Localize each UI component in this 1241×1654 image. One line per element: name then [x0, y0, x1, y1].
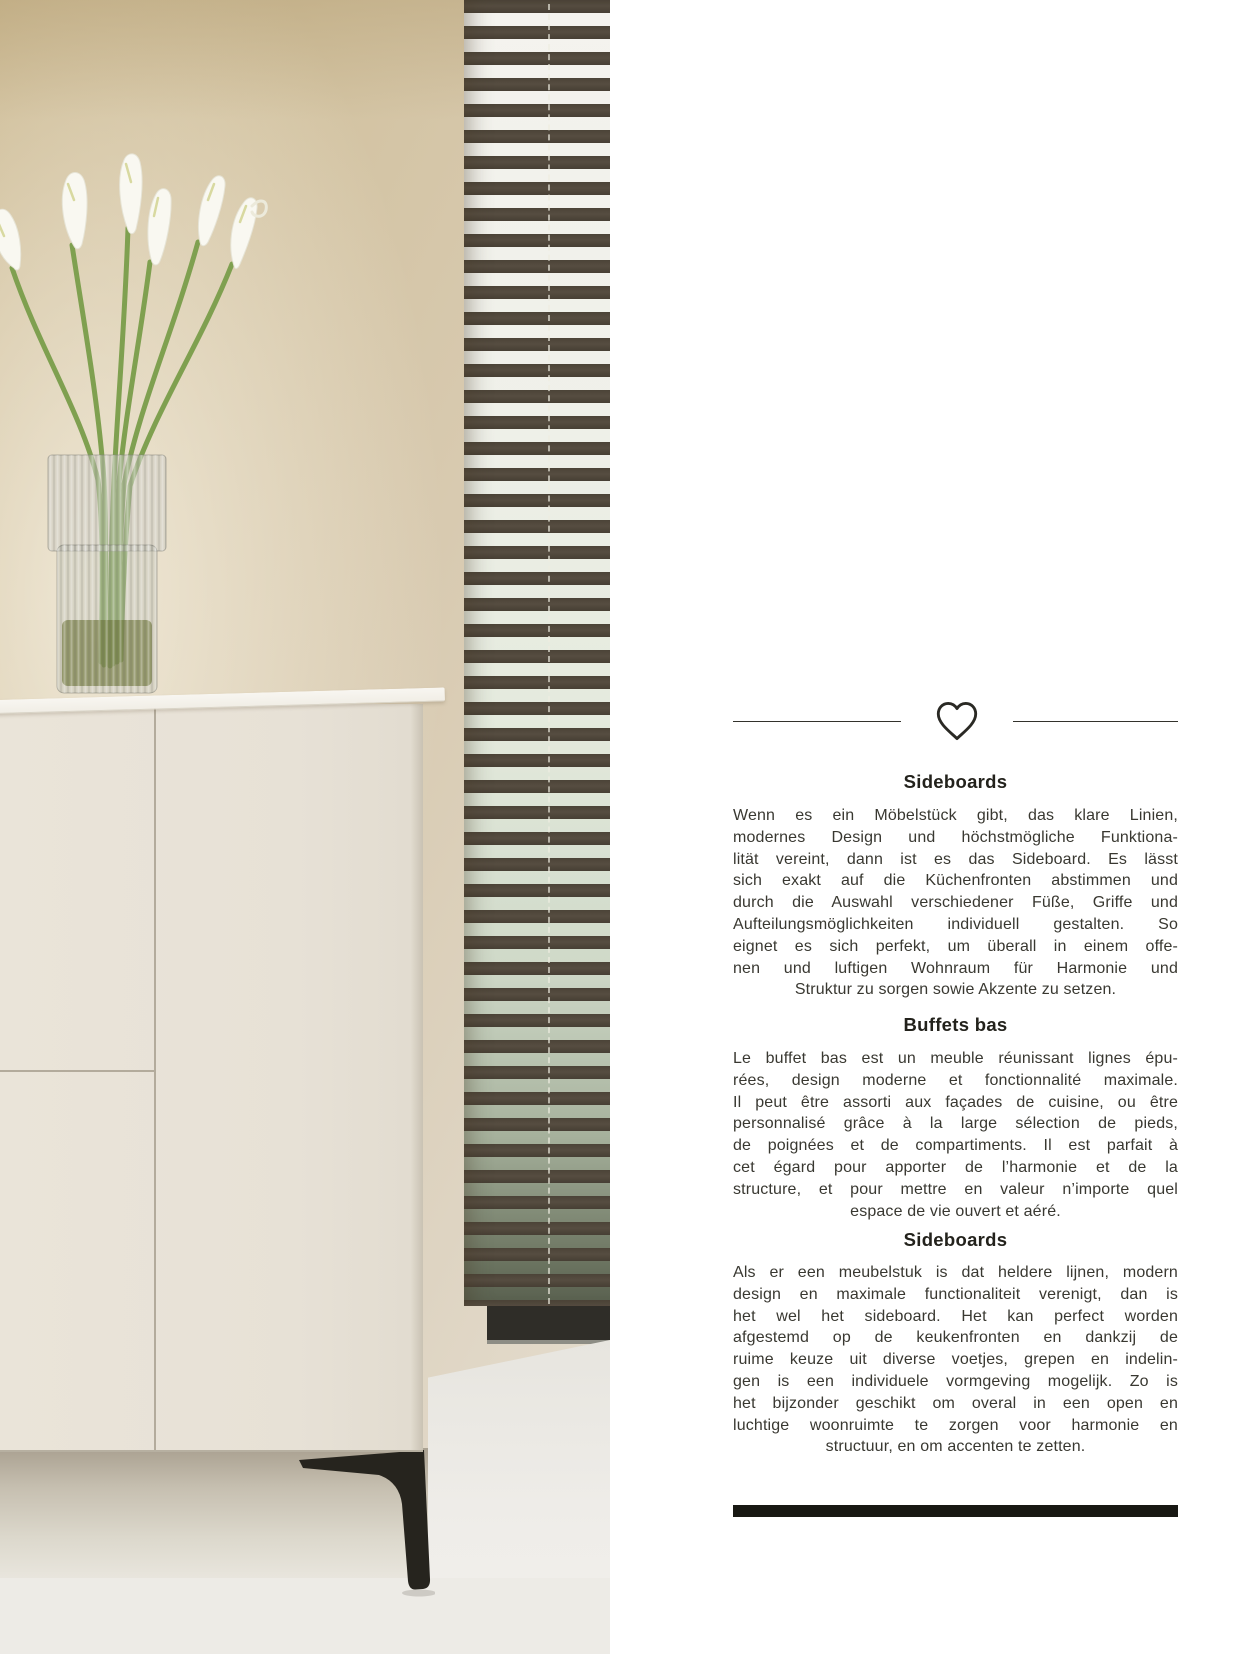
text-line: modernes Design und höchstmögliche Funktiona- [733, 828, 1178, 846]
section-heading-fr: Buffets bas [903, 1014, 1008, 1035]
section-heading-de: Sideboards [903, 771, 1008, 792]
text-line: personnalisé grâce à la large sélection de pieds, [733, 1115, 1178, 1133]
door-gap-vertical [154, 704, 156, 1450]
text-line: design en maximale functionaliteit verenigt, dan is [733, 1285, 1178, 1303]
text-line: Il peut être assorti aux façades de cuisine, ou être [733, 1093, 1178, 1111]
window-frame [487, 1306, 610, 1344]
cabinet-leg [295, 1448, 435, 1598]
text-line: de poignées et de compartiments. Il est parfait à [733, 1137, 1178, 1155]
calla-lilies-vase [0, 150, 270, 710]
section-paragraph-nl [733, 1262, 1178, 1458]
section-paragraph-fr [733, 1048, 1178, 1222]
text-line: durch die Auswahl verschiedener Füße, Griffe und [733, 894, 1178, 912]
venetian-blinds [464, 0, 610, 1306]
text-line: gen is een individuele vormgeving mogelijk. Zo is [733, 1372, 1178, 1390]
text-line: nen und luftigen Wohnraum für Harmonie und [733, 959, 1178, 977]
section-divider [733, 698, 1178, 744]
text-line: Wenn es ein Möbelstück gibt, das klare Linien, [733, 807, 1178, 824]
door-gap-horizontal [0, 1070, 154, 1072]
text-line: espace de vie ouvert et aéré. [850, 1202, 1061, 1220]
text-line: afgestemd op de keukenfronten en dankzij de [733, 1329, 1178, 1347]
divider-line-right [1013, 721, 1178, 722]
text-line: lität vereint, dann ist es das Sideboard. Es lässt [733, 850, 1178, 868]
section-heading-nl: Sideboards [903, 1229, 1008, 1250]
text-line: rées, design moderne et fonctionnalité maximale. [733, 1071, 1178, 1089]
text-line: Als er een meubelstuk is dat heldere lijnen, modern [733, 1264, 1178, 1281]
text-line: Aufteilungsmöglichkeiten individuell gestalten. So [733, 915, 1178, 933]
text-line: het wel het sideboard. Het kan perfect worden [733, 1307, 1178, 1325]
text-line: sich exakt auf die Küchenfronten abstimmen und [733, 872, 1178, 890]
text-line: structuur, en om accenten te zetten. [825, 1438, 1086, 1456]
text-column [733, 0, 1178, 1654]
text-line: structure, et pour mettre en valeur n’importe quel [733, 1180, 1178, 1198]
product-photo [0, 0, 610, 1654]
text-line: eignet es sich perfekt, um überall in einem offe- [733, 937, 1178, 955]
text-line: Struktur zu sorgen sowie Akzente zu setzen. [794, 981, 1117, 999]
section-paragraph-de [733, 805, 1178, 1001]
blind-cord [548, 4, 550, 1304]
text-line: cet égard pour apporter de l’harmonie et de la [733, 1158, 1178, 1176]
text-line: Le buffet bas est un meuble réunissant lignes épu- [733, 1050, 1178, 1067]
bottom-bar [733, 1505, 1178, 1517]
text-line: ruime keuze uit diverse voetjes, grepen en indelin- [733, 1351, 1178, 1369]
divider-line-left [733, 721, 901, 722]
heart-icon [934, 700, 980, 742]
text-line: het bijzonder geschikt om overal in een open en [733, 1394, 1178, 1412]
text-line: luchtige woonruimte te zorgen voor harmonie en [733, 1416, 1178, 1434]
sideboard-cabinet [0, 704, 423, 1452]
